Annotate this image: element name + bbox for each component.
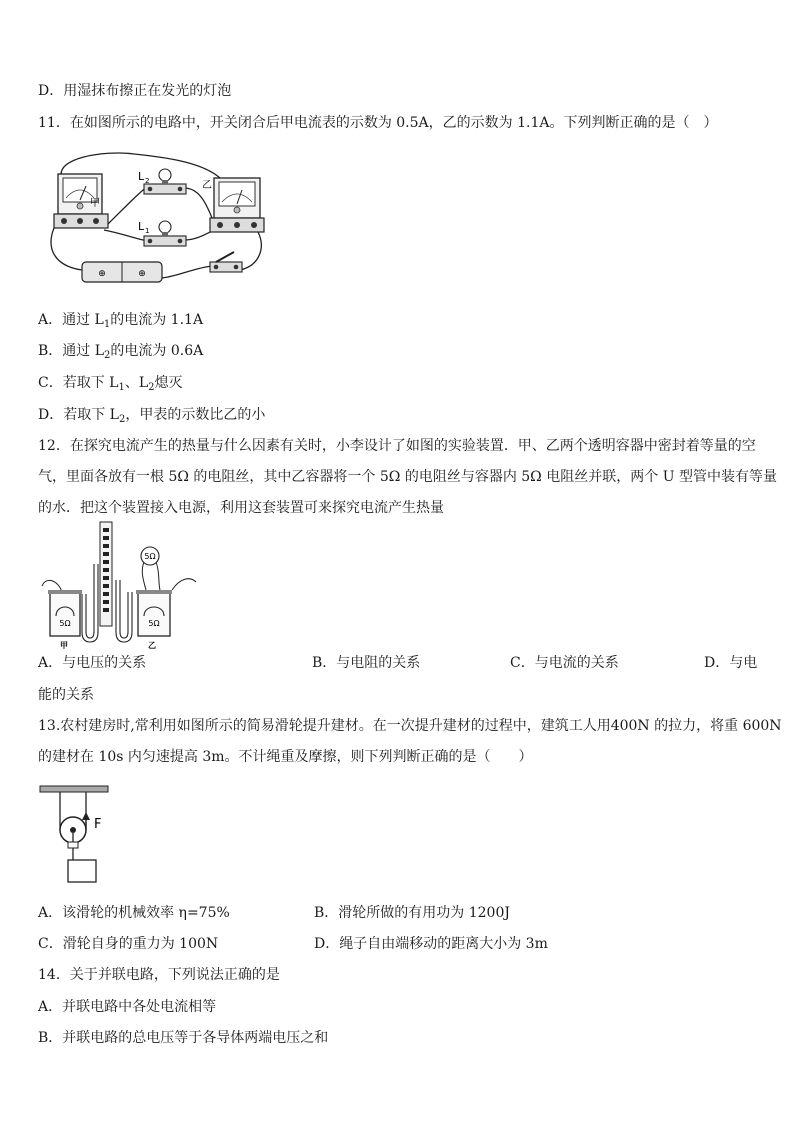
q10-option-d: D．用湿抹布擦正在发光的灯泡 [38,83,232,99]
ammeter-jia-label: 甲 [90,198,100,209]
q14-stem: 14．关于并联电路，下列说法正确的是 [38,967,280,983]
q12-stem-line2: 气，里面各放有一根 5Ω 的电阻丝，其中乙容器将一个 5Ω 的电阻丝与容器内 5Ω 电阻丝并联，两个 U 型管中装有等量 [38,469,777,485]
q13-option-c: C．滑轮自身的重力为 100N [38,936,219,952]
q12-stem-line1: 12．在探究电流产生的热量与什么因素有关时，小李设计了如图的实验装置．甲、乙两个透明容器中密封着等量的空 [38,438,756,454]
q11-stem: 11．在如图所示的电路中，开关闭合后甲电流表的示数为 0.5A，乙的示数为 1.1A。下列判断正确的是（ ） [38,115,718,131]
q11-option-c: C．若取下 $L_1$、$L_2$熄灭 [38,375,183,393]
q14-option-b: B．并联电路的总电压等于各导体两端电压之和 [38,1030,329,1046]
heating-apparatus-diagram [40,520,200,650]
bulb-l1-sub: 1 [145,227,150,235]
q12-option-d-continued: 能的关系 [38,687,94,703]
pulley-diagram [38,784,128,888]
q11-option-a: A．通过 $L_1$的电流为 1.1A [38,312,204,330]
q12-option-b: B．与电阻的关系 [312,655,421,671]
force-f-label: F [94,817,102,832]
q12-option-c: C．与电流的关系 [510,655,619,671]
q11-circuit-figure [44,148,276,300]
q13-option-a: A．该滑轮的机械效率 η=75% [38,905,230,921]
q14-option-a: A．并联电路中各处电流相等 [38,999,217,1015]
bulb-l2-label: L [138,170,145,183]
q13-stem-line1: 13.农村建房时,常利用如图所示的简易滑轮提升建材。在一次提升建材的过程中，建筑工人用400N 的拉力，将重 600N [38,718,782,734]
bulb-l1-label: L [138,220,145,233]
q11-option-b: B．通过 $L_2$的电流为 0.6A [38,343,204,361]
q11-option-d: D．若取下 $L_2$，甲表的示数比乙的小 [38,407,266,425]
q12-option-d: D．与电 [704,655,758,671]
container-yi-label: 乙 [148,641,156,650]
q13-pulley-figure [38,784,128,888]
q13-option-d: D．绳子自由端移动的距离大小为 3m [314,936,548,952]
resistor-right-label: 5Ω [148,619,160,628]
q12-apparatus-figure [40,520,200,650]
q13-option-b: B．滑轮所做的有用功为 1200J [314,905,510,921]
circuit-diagram [44,148,276,300]
resistor-top-label: 5Ω [144,552,156,561]
ammeter-yi-label: 乙 [202,180,212,191]
container-jia-label: 甲 [60,641,68,650]
bulb-l2-sub: 2 [145,177,150,185]
svg-text:⊕: ⊕ [138,269,146,279]
q12-option-a: A．与电压的关系 [38,655,147,671]
q13-stem-line2: 的建材在 10s 内匀速提高 3m。不计绳重及摩擦，则下列判断正确的是（ ） [38,749,533,765]
svg-text:⊕: ⊕ [98,269,106,279]
resistor-left-label: 5Ω [59,619,71,628]
q12-stem-line3: 的水．把这个装置接入电源，利用这套装置可来探究电流产生热量 [38,500,444,516]
